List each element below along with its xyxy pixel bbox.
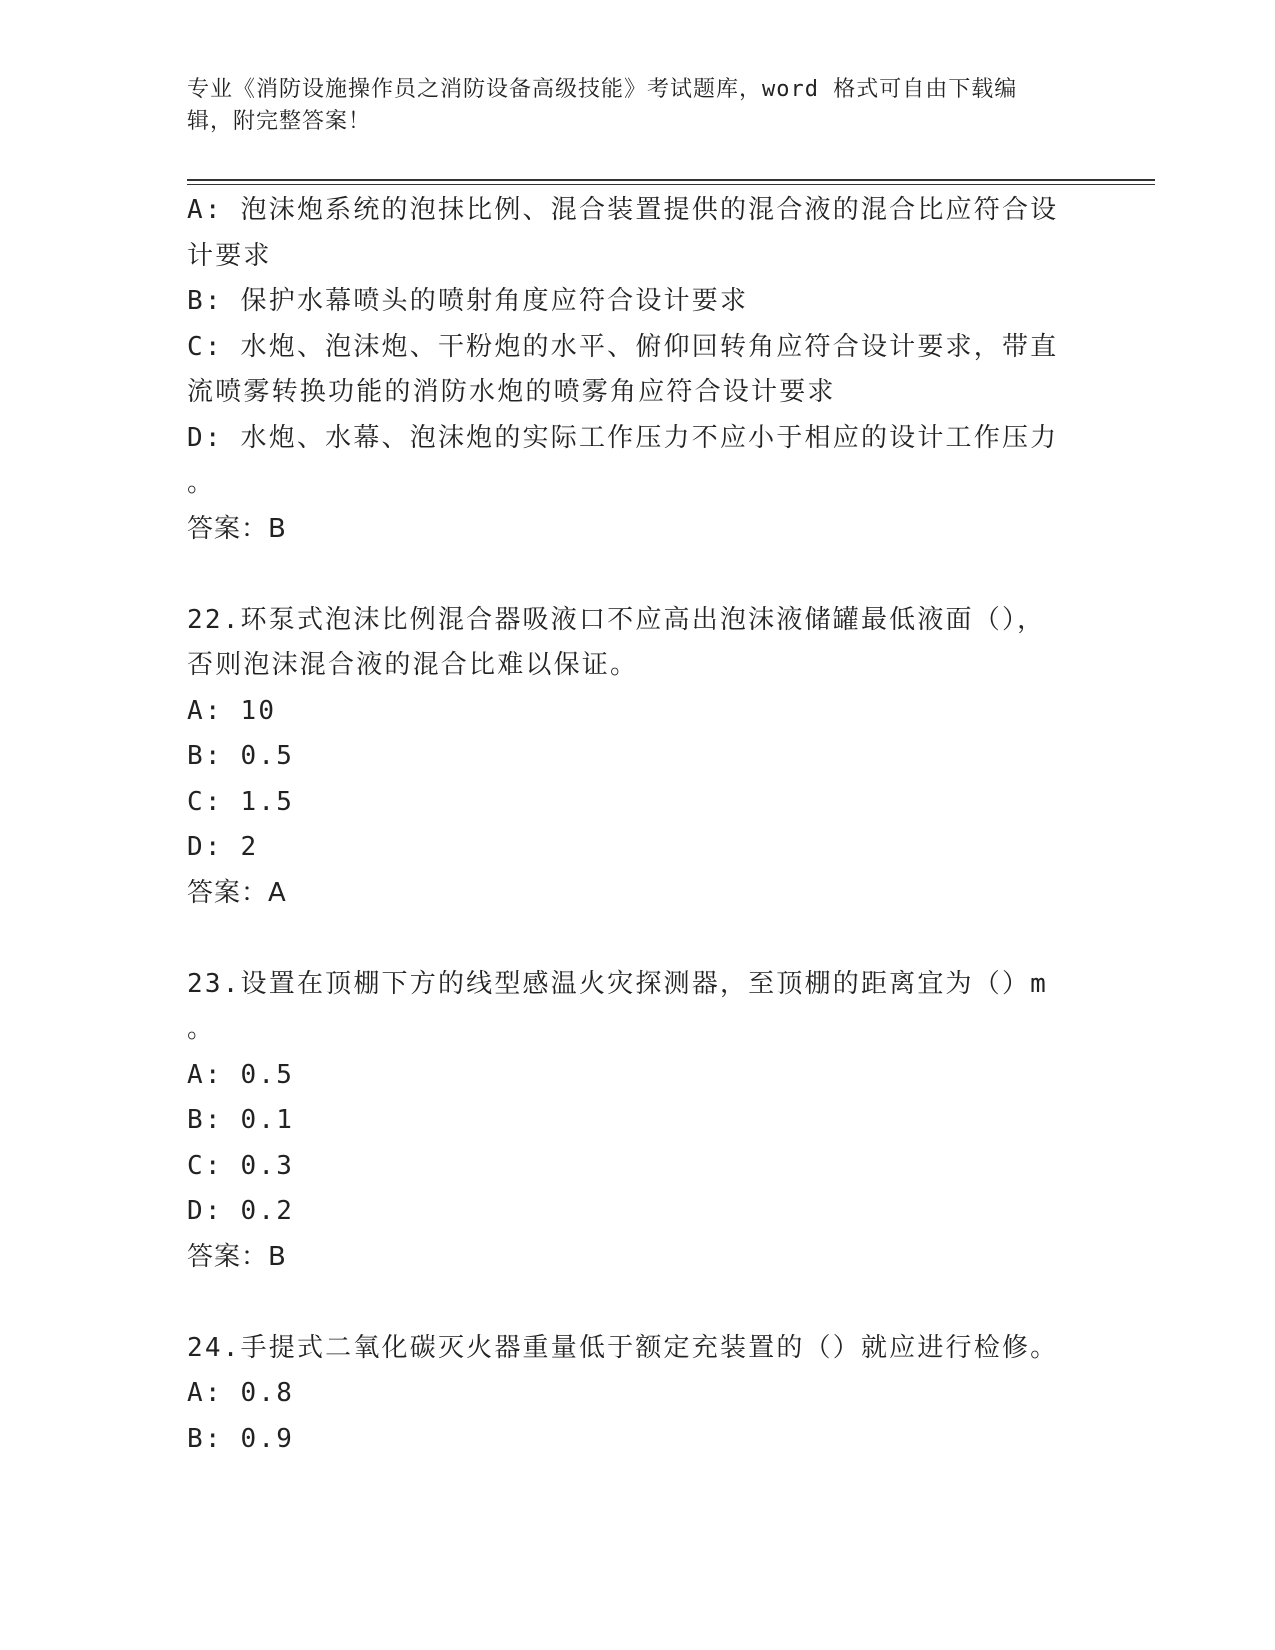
header-divider-thin — [187, 184, 1155, 185]
question-stem: 23.设置在顶棚下方的线型感温火灾探测器，至顶棚的距离宜为（）m — [187, 968, 1049, 999]
option-c-line: 流喷雾转换功能的消防水炮的喷雾角应符合设计要求 — [187, 377, 836, 407]
answer-line: 答案：A — [187, 877, 287, 908]
option-b: B: 0.5 — [187, 741, 295, 771]
question-stem: 否则泡沫混合液的混合比难以保证。 — [187, 650, 639, 680]
spacer — [187, 1280, 1087, 1326]
option-b: B: 0.1 — [187, 1105, 295, 1135]
question-block — [187, 598, 1087, 917]
option-b-line: B: 保护水幕喷头的喷射角度应符合设计要求 — [187, 286, 749, 316]
question-stem: 22.环泵式泡沫比例混合器吸液口不应高出泡沫液储罐最低液面（）， — [187, 604, 1046, 635]
option-d-line: 。 — [187, 468, 216, 498]
option-d: D: 0.2 — [187, 1196, 295, 1226]
spacer — [187, 552, 1087, 598]
option-c: C: 0.3 — [187, 1150, 295, 1181]
option-b: B: 0.9 — [187, 1423, 295, 1454]
question-block — [187, 188, 1087, 552]
option-c-line: C: 水炮、泡沫炮、干粉炮的水平、俯仰回转角应符合设计要求，带直 — [187, 331, 1059, 362]
spacer — [187, 916, 1087, 962]
option-a-line: A: 泡沫炮系统的泡抹比例、混合装置提供的混合液的混合比应符合设 — [187, 195, 1059, 225]
document-header — [187, 74, 1087, 138]
option-a: A: 10 — [187, 695, 277, 726]
option-d: D: 2 — [187, 832, 259, 862]
header-divider — [187, 179, 1155, 181]
question-block — [187, 1326, 1087, 1463]
option-a: A: 0.5 — [187, 1059, 295, 1090]
question-content — [187, 188, 1087, 1462]
answer-line: 答案：B — [187, 1241, 287, 1272]
question-stem: 。 — [187, 1014, 216, 1044]
option-a: A: 0.8 — [187, 1378, 295, 1408]
question-block — [187, 962, 1087, 1281]
option-a-line: 计要求 — [187, 240, 272, 271]
answer-line: 答案：B — [187, 513, 287, 544]
question-stem: 24.手提式二氧化碳灭火器重量低于额定充装置的（）就应进行检修。 — [187, 1332, 1059, 1363]
option-d-line: D: 水炮、水幕、泡沫炮的实际工作压力不应小于相应的设计工作压力 — [187, 422, 1059, 453]
header-line: 辑，附完整答案！ — [187, 109, 372, 134]
option-c: C: 1.5 — [187, 786, 295, 817]
header-line: 专业《消防设施操作员之消防设备高级技能》考试题库，word 格式可自由下载编 — [187, 77, 1018, 102]
